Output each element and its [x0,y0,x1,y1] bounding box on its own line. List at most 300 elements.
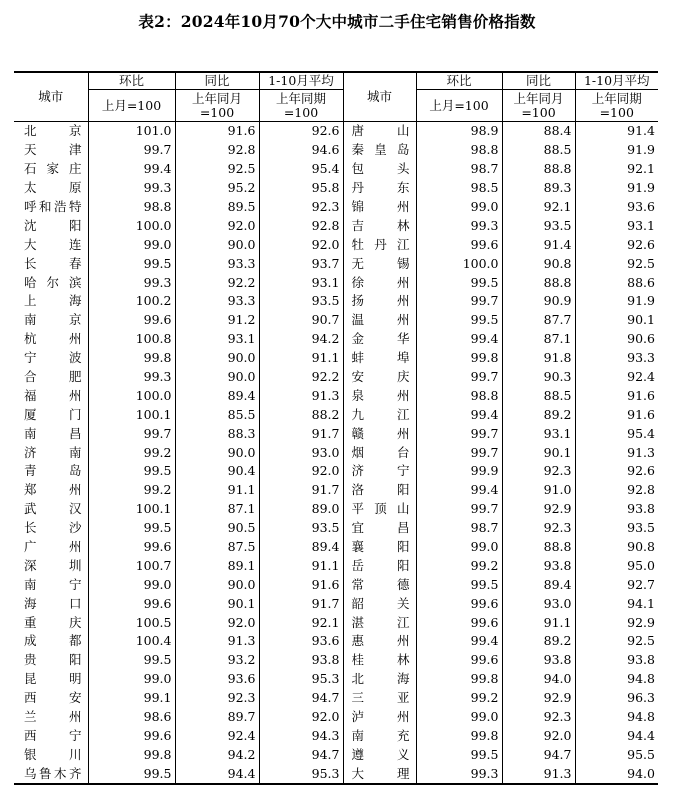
right-yoy-cell: 92.9 [502,689,575,708]
right-avg-cell: 94.1 [575,594,658,613]
table-row [14,122,658,141]
right-mom-cell: 100.0 [416,254,502,273]
left-yoy-cell: 90.0 [175,368,259,387]
left-mom-cell: 99.6 [88,727,175,746]
left-mom-cell: 100.0 [88,216,175,235]
left-avg-cell: 91.1 [259,556,343,575]
table-row [14,462,658,481]
table-row [14,216,658,235]
left-city-cell: 南昌 [24,425,82,441]
right-yoy-cell: 89.2 [502,632,575,651]
right-yoy-cell: 92.3 [502,462,575,481]
left-avg-cell: 88.2 [259,405,343,424]
header-avg-left: 1-10月平均 [259,72,343,90]
table-row [14,670,658,689]
right-yoy-cell: 93.8 [502,651,575,670]
right-yoy-cell: 87.1 [502,330,575,349]
right-avg-cell: 93.3 [575,349,658,368]
left-avg-cell: 92.2 [259,368,343,387]
right-city-cell: 惠州 [343,632,416,651]
right-mom-cell: 99.6 [416,651,502,670]
left-avg-cell: 93.8 [259,651,343,670]
right-city-cell: 秦皇岛 [343,141,416,160]
left-yoy-cell: 90.0 [175,575,259,594]
right-city-cell: 丹东 [343,179,416,198]
right-yoy-cell: 93.1 [502,424,575,443]
right-avg-cell: 95.5 [575,745,658,764]
left-city-cell: 长春 [24,255,82,271]
left-city-cell: 呼和浩特 [24,199,82,214]
left-mom-cell: 100.1 [88,500,175,519]
right-yoy-cell: 92.1 [502,198,575,217]
left-avg-cell: 92.0 [259,235,343,254]
left-mom-cell: 99.5 [88,254,175,273]
right-mom-cell: 99.4 [416,481,502,500]
right-city-cell: 包头 [343,160,416,179]
left-city-cell: 厦门 [24,406,82,422]
left-city-cell: 银川 [24,746,82,762]
left-city-cell: 昆明 [24,671,82,687]
left-avg-cell: 95.8 [259,179,343,198]
left-yoy-cell: 88.3 [175,424,259,443]
right-yoy-cell: 93.0 [502,594,575,613]
right-yoy-cell: 94.0 [502,670,575,689]
left-mom-cell: 98.6 [88,708,175,727]
left-avg-cell: 92.6 [259,122,343,141]
left-mom-cell: 99.0 [88,670,175,689]
left-mom-cell: 99.8 [88,349,175,368]
right-mom-cell: 99.8 [416,349,502,368]
right-yoy-cell: 92.3 [502,519,575,538]
table-row [14,556,658,575]
left-avg-cell: 93.0 [259,443,343,462]
right-mom-cell: 99.3 [416,216,502,235]
right-avg-cell: 93.6 [575,198,658,217]
right-mom-cell: 99.0 [416,198,502,217]
right-avg-cell: 90.1 [575,311,658,330]
right-avg-cell: 90.8 [575,538,658,557]
left-yoy-cell: 90.1 [175,594,259,613]
right-avg-cell: 88.6 [575,273,658,292]
right-mom-cell: 98.8 [416,386,502,405]
left-avg-cell: 92.0 [259,462,343,481]
right-city-cell: 锦州 [343,198,416,217]
left-avg-cell: 91.7 [259,424,343,443]
right-mom-cell: 99.8 [416,670,502,689]
table-row [14,424,658,443]
subheader-yoy-right: 上年同月 =100 [502,90,575,122]
right-city-cell: 韶关 [343,594,416,613]
right-avg-cell: 91.9 [575,141,658,160]
table-row [14,632,658,651]
left-yoy-cell: 92.3 [175,689,259,708]
left-mom-cell: 100.2 [88,292,175,311]
right-mom-cell: 99.2 [416,689,502,708]
right-avg-cell: 95.0 [575,556,658,575]
table-row [14,481,658,500]
right-avg-cell: 93.8 [575,500,658,519]
header-city-right: 城市 [343,72,416,122]
left-city-cell: 广州 [24,539,82,555]
header-city-left: 城市 [14,72,88,122]
right-mom-cell: 99.4 [416,330,502,349]
left-mom-cell: 100.4 [88,632,175,651]
right-avg-cell: 93.1 [575,216,658,235]
left-city-cell: 太原 [24,180,82,196]
left-yoy-cell: 93.2 [175,651,259,670]
left-city-cell: 武汉 [24,501,82,517]
left-mom-cell: 99.3 [88,179,175,198]
left-yoy-cell: 94.2 [175,745,259,764]
left-yoy-cell: 91.6 [175,122,259,141]
left-avg-cell: 95.4 [259,160,343,179]
header-mom-left: 环比 [88,72,175,90]
left-city-cell: 天津 [24,142,82,158]
left-city-cell: 西宁 [24,727,82,743]
left-avg-cell: 91.1 [259,349,343,368]
right-yoy-cell: 88.8 [502,160,575,179]
left-avg-cell: 91.6 [259,575,343,594]
right-avg-cell: 92.9 [575,613,658,632]
right-avg-cell: 95.4 [575,424,658,443]
left-avg-cell: 93.5 [259,292,343,311]
table-row [14,764,658,784]
right-city-cell: 蚌埠 [343,349,416,368]
right-yoy-cell: 88.5 [502,141,575,160]
right-city-cell: 南充 [343,727,416,746]
right-yoy-cell: 89.2 [502,405,575,424]
left-city-cell: 乌鲁木齐 [14,764,88,784]
left-avg-cell: 91.7 [259,481,343,500]
left-yoy-cell: 90.5 [175,519,259,538]
header-avg-right: 1-10月平均 [575,72,658,90]
left-mom-cell: 99.1 [88,689,175,708]
table-row [14,575,658,594]
table-row [14,292,658,311]
right-yoy-cell: 90.8 [502,254,575,273]
right-yoy-cell: 90.1 [502,443,575,462]
right-yoy-cell: 92.9 [502,500,575,519]
subheader-avg-right: 上年同期 =100 [575,90,658,122]
subheader-mom-right: 上月=100 [416,90,502,122]
right-city-cell: 唐山 [343,122,416,141]
left-city-cell: 济南 [24,444,82,460]
left-yoy-cell: 92.0 [175,613,259,632]
left-yoy-cell: 93.3 [175,254,259,273]
right-yoy-cell: 88.5 [502,386,575,405]
left-yoy-cell: 92.8 [175,141,259,160]
table-row [14,689,658,708]
right-mom-cell: 99.3 [416,764,502,784]
left-yoy-cell: 90.0 [175,235,259,254]
left-avg-cell: 93.5 [259,519,343,538]
table-row [14,519,658,538]
right-mom-cell: 99.2 [416,556,502,575]
right-mom-cell: 99.6 [416,235,502,254]
left-city-cell: 兰州 [24,709,82,725]
right-city-cell: 牡丹江 [343,235,416,254]
right-mom-cell: 98.5 [416,179,502,198]
right-city-cell: 湛江 [343,613,416,632]
right-avg-cell: 91.9 [575,292,658,311]
right-avg-cell: 96.3 [575,689,658,708]
left-yoy-cell: 92.2 [175,273,259,292]
left-yoy-cell: 92.0 [175,216,259,235]
table-row [14,254,658,273]
right-yoy-cell: 91.0 [502,481,575,500]
right-avg-cell: 94.0 [575,764,658,784]
left-mom-cell: 99.0 [88,235,175,254]
right-city-cell: 温州 [343,311,416,330]
right-yoy-cell: 88.4 [502,122,575,141]
table-row [14,405,658,424]
left-yoy-cell: 92.4 [175,727,259,746]
right-city-cell: 扬州 [343,292,416,311]
left-yoy-cell: 89.7 [175,708,259,727]
left-mom-cell: 99.7 [88,141,175,160]
right-yoy-cell: 89.4 [502,575,575,594]
right-yoy-cell: 92.0 [502,727,575,746]
left-mom-cell: 100.7 [88,556,175,575]
left-avg-cell: 93.1 [259,273,343,292]
left-city-cell: 大连 [24,236,82,252]
left-mom-cell: 100.5 [88,613,175,632]
right-city-cell: 吉林 [343,216,416,235]
right-avg-cell: 92.8 [575,481,658,500]
right-yoy-cell: 91.1 [502,613,575,632]
right-avg-cell: 92.5 [575,632,658,651]
header-yoy-left: 同比 [175,72,259,90]
right-city-cell: 平顶山 [343,500,416,519]
left-avg-cell: 92.8 [259,216,343,235]
left-yoy-cell: 87.5 [175,538,259,557]
right-city-cell: 泸州 [343,708,416,727]
left-mom-cell: 99.5 [88,462,175,481]
right-mom-cell: 98.9 [416,122,502,141]
left-city-cell: 上海 [24,293,82,309]
left-city-cell: 南宁 [24,576,82,592]
right-mom-cell: 99.6 [416,594,502,613]
left-city-cell: 重庆 [24,614,82,630]
left-yoy-cell: 93.1 [175,330,259,349]
left-yoy-cell: 93.3 [175,292,259,311]
right-mom-cell: 99.5 [416,273,502,292]
right-city-cell: 洛阳 [343,481,416,500]
right-yoy-cell: 88.8 [502,273,575,292]
right-yoy-cell: 94.7 [502,745,575,764]
left-city-cell: 北京 [24,123,82,139]
header-mom-right: 环比 [416,72,502,90]
left-mom-cell: 100.0 [88,386,175,405]
left-avg-cell: 89.4 [259,538,343,557]
left-mom-cell: 99.5 [88,764,175,784]
left-yoy-cell: 87.1 [175,500,259,519]
right-mom-cell: 99.4 [416,405,502,424]
left-city-cell: 沈阳 [24,217,82,233]
left-avg-cell: 93.7 [259,254,343,273]
table-row [14,198,658,217]
left-city-cell: 石家庄 [24,161,82,177]
table-row [14,141,658,160]
right-yoy-cell: 91.8 [502,349,575,368]
right-avg-cell: 91.3 [575,443,658,462]
left-mom-cell: 99.3 [88,273,175,292]
left-avg-cell: 91.3 [259,386,343,405]
right-yoy-cell: 88.8 [502,538,575,557]
right-avg-cell: 90.6 [575,330,658,349]
table-row [14,235,658,254]
header-yoy-right: 同比 [502,72,575,90]
right-city-cell: 常德 [343,575,416,594]
right-yoy-cell: 90.3 [502,368,575,387]
subheader-mom-left: 上月=100 [88,90,175,122]
left-city-cell: 海口 [24,595,82,611]
table-row [14,708,658,727]
table-row [14,594,658,613]
left-yoy-cell: 89.5 [175,198,259,217]
left-yoy-cell: 90.0 [175,443,259,462]
right-mom-cell: 99.8 [416,727,502,746]
left-mom-cell: 99.4 [88,160,175,179]
right-mom-cell: 99.5 [416,745,502,764]
left-city-cell: 青岛 [24,463,82,479]
right-mom-cell: 99.5 [416,311,502,330]
left-city-cell: 南京 [24,312,82,328]
left-mom-cell: 99.2 [88,481,175,500]
left-mom-cell: 99.7 [88,424,175,443]
right-yoy-cell: 87.7 [502,311,575,330]
left-yoy-cell: 85.5 [175,405,259,424]
right-avg-cell: 92.6 [575,235,658,254]
left-mom-cell: 100.1 [88,405,175,424]
right-city-cell: 岳阳 [343,556,416,575]
left-mom-cell: 99.6 [88,594,175,613]
right-city-cell: 襄阳 [343,538,416,557]
price-index-table [14,71,658,785]
left-city-cell: 合肥 [24,369,82,385]
right-city-cell: 赣州 [343,424,416,443]
left-mom-cell: 99.3 [88,368,175,387]
left-avg-cell: 91.7 [259,594,343,613]
table-row [14,538,658,557]
right-yoy-cell: 91.3 [502,764,575,784]
left-mom-cell: 101.0 [88,122,175,141]
left-yoy-cell: 91.1 [175,481,259,500]
right-city-cell: 济宁 [343,462,416,481]
left-yoy-cell: 95.2 [175,179,259,198]
right-avg-cell: 94.8 [575,670,658,689]
table-row [14,160,658,179]
right-mom-cell: 99.0 [416,538,502,557]
table-row [14,613,658,632]
right-city-cell: 无锡 [343,254,416,273]
table-row [14,443,658,462]
right-mom-cell: 99.7 [416,292,502,311]
right-yoy-cell: 92.3 [502,708,575,727]
right-avg-cell: 91.9 [575,179,658,198]
right-mom-cell: 99.0 [416,708,502,727]
table-row [14,727,658,746]
right-avg-cell: 92.5 [575,254,658,273]
subheader-yoy-left: 上年同月 =100 [175,90,259,122]
right-mom-cell: 98.7 [416,519,502,538]
right-city-cell: 徐州 [343,273,416,292]
right-city-cell: 三亚 [343,689,416,708]
left-city-cell: 深圳 [24,557,82,573]
left-mom-cell: 100.8 [88,330,175,349]
left-yoy-cell: 89.4 [175,386,259,405]
right-city-cell: 北海 [343,670,416,689]
table-row [14,273,658,292]
right-avg-cell: 92.4 [575,368,658,387]
left-yoy-cell: 92.5 [175,160,259,179]
left-avg-cell: 94.7 [259,689,343,708]
table-row [14,330,658,349]
table-row [14,179,658,198]
left-yoy-cell: 91.3 [175,632,259,651]
right-mom-cell: 99.7 [416,443,502,462]
left-yoy-cell: 91.2 [175,311,259,330]
right-yoy-cell: 89.3 [502,179,575,198]
table-row [14,651,658,670]
table-row [14,311,658,330]
right-mom-cell: 99.7 [416,500,502,519]
table-row [14,745,658,764]
left-city-cell: 杭州 [24,331,82,347]
left-mom-cell: 99.2 [88,443,175,462]
right-avg-cell: 92.6 [575,462,658,481]
right-mom-cell: 98.8 [416,141,502,160]
right-avg-cell: 91.4 [575,122,658,141]
left-mom-cell: 99.0 [88,575,175,594]
left-city-cell: 长沙 [24,520,82,536]
left-avg-cell: 89.0 [259,500,343,519]
right-yoy-cell: 90.9 [502,292,575,311]
left-avg-cell: 92.1 [259,613,343,632]
table-row [14,368,658,387]
left-avg-cell: 94.6 [259,141,343,160]
left-city-cell: 贵阳 [24,652,82,668]
table-row [14,386,658,405]
left-city-cell: 福州 [24,387,82,403]
right-city-cell: 大理 [343,764,416,784]
table-row [14,500,658,519]
left-avg-cell: 92.0 [259,708,343,727]
left-avg-cell: 95.3 [259,764,343,784]
right-city-cell: 金华 [343,330,416,349]
right-avg-cell: 92.7 [575,575,658,594]
right-avg-cell: 91.6 [575,405,658,424]
left-avg-cell: 92.3 [259,198,343,217]
left-city-cell: 宁波 [24,350,82,366]
right-yoy-cell: 93.8 [502,556,575,575]
left-mom-cell: 99.6 [88,311,175,330]
left-mom-cell: 99.5 [88,519,175,538]
subheader-avg-left: 上年同期 =100 [259,90,343,122]
right-mom-cell: 98.7 [416,160,502,179]
right-avg-cell: 94.4 [575,727,658,746]
right-avg-cell: 94.8 [575,708,658,727]
right-mom-cell: 99.6 [416,613,502,632]
right-mom-cell: 99.7 [416,424,502,443]
right-city-cell: 安庆 [343,368,416,387]
right-mom-cell: 99.4 [416,632,502,651]
left-yoy-cell: 94.4 [175,764,259,784]
left-avg-cell: 95.3 [259,670,343,689]
left-avg-cell: 94.2 [259,330,343,349]
right-city-cell: 宜昌 [343,519,416,538]
left-mom-cell: 99.6 [88,538,175,557]
